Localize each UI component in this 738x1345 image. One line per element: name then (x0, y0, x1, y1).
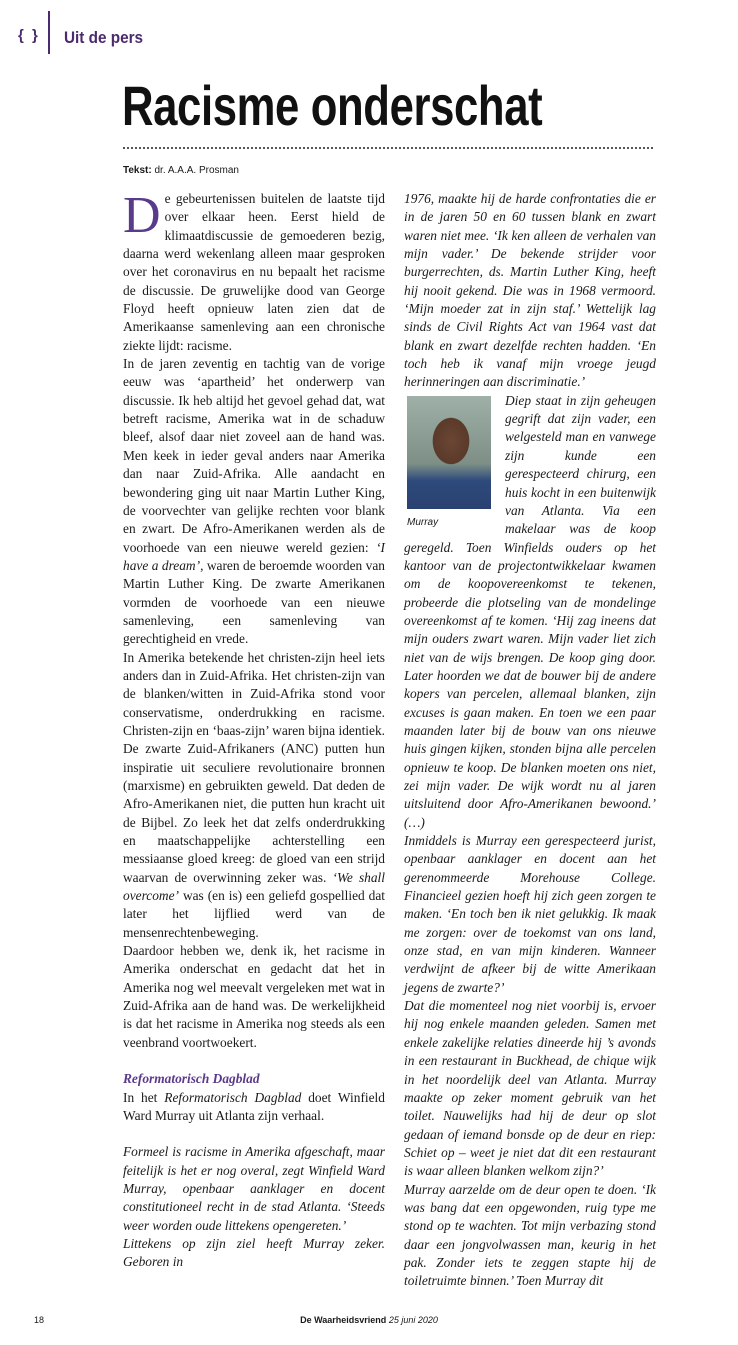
text-run: In het (123, 1089, 165, 1105)
subheading (123, 1070, 385, 1088)
paragraph (123, 187, 385, 355)
byline-author: dr. A.A.A. Prosman (154, 165, 239, 176)
text-run: was (en is) een geliefd gospellied dat later het lijflied werd van de mensenrechtenbeweging. (123, 888, 385, 940)
page-number: 18 (34, 1314, 45, 1325)
column-right (404, 190, 656, 1291)
text-run: e gebeurtenissen buitelen de laatste tijd over elkaar heen. Eerst hield de klimaatdiscussie de gemoederen bezig, daarna werd wekenlang alleen maar gesproken over het coronavirus en nu bepaalt het racisme de discussie. De gruwelijke dood van George Floyd heeft opnieuw laten zien dat de Amerikaanse samenleving aan een chronische ziekte lijdt: racisme. (123, 191, 385, 353)
paragraph (404, 1181, 656, 1291)
paragraph: 1976, maakte hij de harde confrontaties die er in de jaren 50 en 60 tussen blank en zwart waren niet mee. ‘Ik ken alleen de verhalen van mijn vader.’ De bekende strijder voor burgerrechten, ds. Martin Luther King, heeft hij nooit gekend. Die was in 1968 vermoord. ‘Mijn moeder zat in zijn staf.’ Wettelijk lag sinds de Civil Rights Act van 1964 vast dat blank en zwart dezelfde rechten hadden. ‘En toch heb ik vanaf mijn vroege jeugd herinneringen aan discriminatie.’ (404, 191, 656, 390)
text-run: Reformatorisch Dagblad (164, 1089, 302, 1105)
footer (0, 1315, 738, 1325)
drop-cap: D (123, 187, 161, 244)
murray-photo (407, 396, 493, 528)
section-label: Uit de pers (64, 28, 144, 47)
footer-row (0, 1315, 738, 1345)
magazine-name: De Waarheidsvriend (300, 1314, 387, 1325)
text-run: Daardoor hebben we, denk ik, het racisme in Amerika onderschat en gedacht dat het in Amerika nog wel meevalt vergeleken met wat in Zuid-Afrika aan de hand was. De werkelijkheid is dat het racisme in Amerika nog steeds als een veenbrand voortwoekert. (123, 943, 385, 1050)
text-run: Formeel is racisme in Amerika afgeschaft, maar feitelijk is het er nog overal, zegt Winfield Ward Murray, openbaar aanklager en docent constitutioneel recht in de stad Atlanta. ‘Steeds weer worden oude littekens opengereten.’ (123, 1144, 385, 1233)
text-run: ‘We shall overcome’ (123, 869, 386, 904)
text-run: Murray aarzelde om de deur open te doen. ‘Ik was bang dat een opgewonden, ruig type me stond op te wachten. Tot mijn verbazing stond daar een jongvolwassen man, keurig in het pak. Zonder iets te zeggen stapte hij de toiletruimte binnen.’ Toen Murray dit (404, 1181, 656, 1289)
text-run: doet Winfield Ward Murray uit Atlanta zijn verhaal. (123, 1089, 385, 1123)
text-run: , waren de beroemde woorden van Martin Luther King. De zwarte Amerikanen vormden de voorhoede van een nieuwe samenleving, een samenleving van gerechtigheid en vrede. (123, 557, 385, 647)
title-divider (123, 147, 653, 149)
paragraph (123, 355, 385, 649)
paragraph (123, 1143, 385, 1235)
article-title: Racisme onderschat (122, 74, 543, 137)
braces-icon: { } (18, 27, 40, 44)
header-divider (48, 11, 50, 54)
text-run: Dat die momenteel nog niet voorbij is, ervoer hij nog enkele maanden geleden. Samen met enkele zakelijke relaties dineerde hij ’s avonds in een restaurant in Buckhead, de chique wijk in het noordelijk deel van Atlanta. Murray maakte op zeker moment gebruik van het toilet. Nauwelijks had hij de deur op slot gedaan of iemand bonsde op de deur en riep: Schiet op – weet je niet dat dit een restaurant is waar alleen blanken welkom zijn?’ (404, 998, 656, 1179)
text-run: Diep staat in zijn geheugen gegrift dat zijn vader, een welgesteld man en vanwege zijn kunde een gerespecteerd chirurg, een huis kocht in een buitenwijk van Atlanta. Via een makelaar was de koop geregeld. Toen Winfields ouders op het kantoor van de projectontwikkelaar kwamen om de koopovereenkomst te tekenen, probeerde die plotseling van de mondelinge overeenkomst af te komen. ‘Hij zag ineens dat mijn ouders zwart waren. Mijn vader liet zich niet van de wijs brengen. De koop ging door. Later hoorden we dat de bouwer bij de andere kopers van percelen, allemaal blanken, zijn excuses is gaan maken. En toen we een paar maanden later bij de bouw van ons nieuwe huis gingen kijken, stonden bijna alle percelen opnieuw te koop. De blanken moeten ons niet, zei mijn vader. De wijk wordt nu al jaren uitsluitend door Afro-Amerikanen bewoond.’ (…) (404, 392, 656, 830)
text-run: Inmiddels is Murray een gerespecteerd jurist, openbaar aanklager en docent aan het gerenommeerde Morehouse College. Financieel gezien hoeft hij zich geen zorgen te maken. ‘En toch ben ik niet gelukkig. Ik maak me zorgen: over de toekomst van ons land, onze stad, en van mijn kinderen. Wanneer verdwijnt de afkeer bij de witte Amerikaan jegens de zwarte?’ (404, 833, 656, 995)
byline (123, 165, 239, 176)
paragraph (404, 997, 656, 1180)
paragraph (123, 1235, 385, 1272)
portrait-image (407, 396, 491, 509)
paragraph (123, 1089, 385, 1126)
text-run: Littekens op zijn ziel heeft Murray zeker. Geboren in (123, 1235, 385, 1270)
photo-caption: Murray (407, 516, 439, 528)
text-run: Reformatorisch Dagblad (123, 1071, 260, 1087)
byline-label: Tekst: (123, 165, 152, 176)
left-paragraphs (123, 187, 386, 1272)
text-run: ‘I have a dream’ (123, 539, 385, 573)
paragraph (123, 649, 385, 943)
paragraph (404, 832, 656, 997)
text-run: In de jaren zeventig en tachtig van de vorige eeuw was ‘apartheid’ het onderwerp van discussie. Ik heb altijd het gevoel gehad dat, wat betreft racisme, Amerika wat in de schaduw bleef, alsof daar niet zoveel aan de hand was. Men keek in ieder geval anders naar Amerika dan naar Zuid-Afrika. Alle aandacht en bewondering ging uit naar Martin Luther King, de voorvechter van gelijke rechten voor blank en zwart. De Afro-Amerikanen werden als de voorhoede van een nieuwe wereld gezien: (123, 356, 385, 555)
column-left (123, 187, 386, 1272)
paragraph (123, 942, 385, 1052)
text-run: In Amerika betekende het christen-zijn heel iets anders dan in Zuid-Afrika. Het christen-zijn van de blanken/witten in Zuid-Afrika stond voor conservatisme, onderdrukking en racisme. Christen-zijn en ‘baas-zijn’ waren bijna identiek. De zwarte Zuid-Afrikaners (ANC) putten hun inspiratie uit seculiere revolutionaire bronnen (marxisme) en gebruikten geweld. Dat deden de Afro-Amerikanen niet, die putten hun kracht uit de Bijbel. Zo leek het dat zelfs onderdrukking en maatschappelijke achterstelling een messiaanse gloed kreeg: de gloed van een strijd waarvan de overwinning zeker was. (123, 649, 385, 885)
issue-date: 25 juni 2020 (388, 1314, 438, 1325)
